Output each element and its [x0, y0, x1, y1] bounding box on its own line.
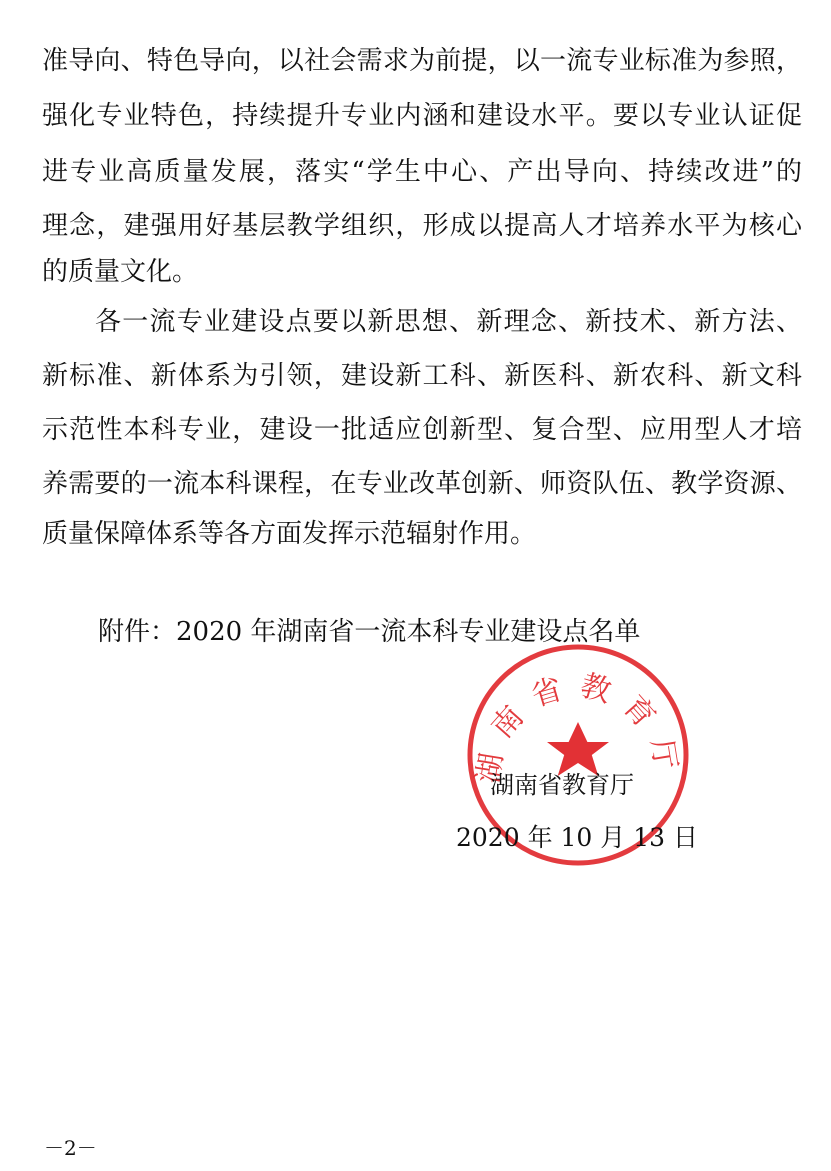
issuer-name: 湖南省教育厅: [490, 771, 634, 799]
paragraph1-line-1: 准导向、特色导向，以社会需求为前提，以一流专业标准为参照，: [42, 46, 802, 76]
paragraph1-line-4: 理念，建强用好基层教学组织，形成以提高人才培养水平为核心: [42, 211, 802, 241]
paragraph2-line-1: 各一流专业建设点要以新思想、新理念、新技术、新方法、: [95, 307, 802, 337]
paragraph2-line-2: 新标准、新体系为引领，建设新工科、新医科、新农科、新文科: [42, 361, 802, 391]
paragraph2-line-5: 质量保障体系等各方面发挥示范辐射作用。: [42, 519, 537, 549]
page-number: －2－: [44, 1136, 97, 1160]
attachment-line: 附件：2020 年湖南省一流本科专业建设点名单: [98, 617, 641, 647]
seal-text: 湖南省教育厅: [470, 668, 686, 786]
paragraph2-line-3: 示范性本科专业，建设一批适应创新型、复合型、应用型人才培: [42, 415, 802, 445]
paragraph1-line-2: 强化专业特色，持续提升专业内涵和建设水平。要以专业认证促: [42, 101, 802, 131]
paragraph2-line-4: 养需要的一流本科课程，在专业改革创新、师资队伍、教学资源、: [42, 469, 802, 499]
paragraph1-line-3: 进专业高质量发展，落实“学生中心、产出导向、持续改进”的: [42, 157, 802, 187]
paragraph1-line-5: 的质量文化。: [42, 257, 199, 287]
issue-date: 2020 年 10 月 13 日: [456, 823, 698, 852]
